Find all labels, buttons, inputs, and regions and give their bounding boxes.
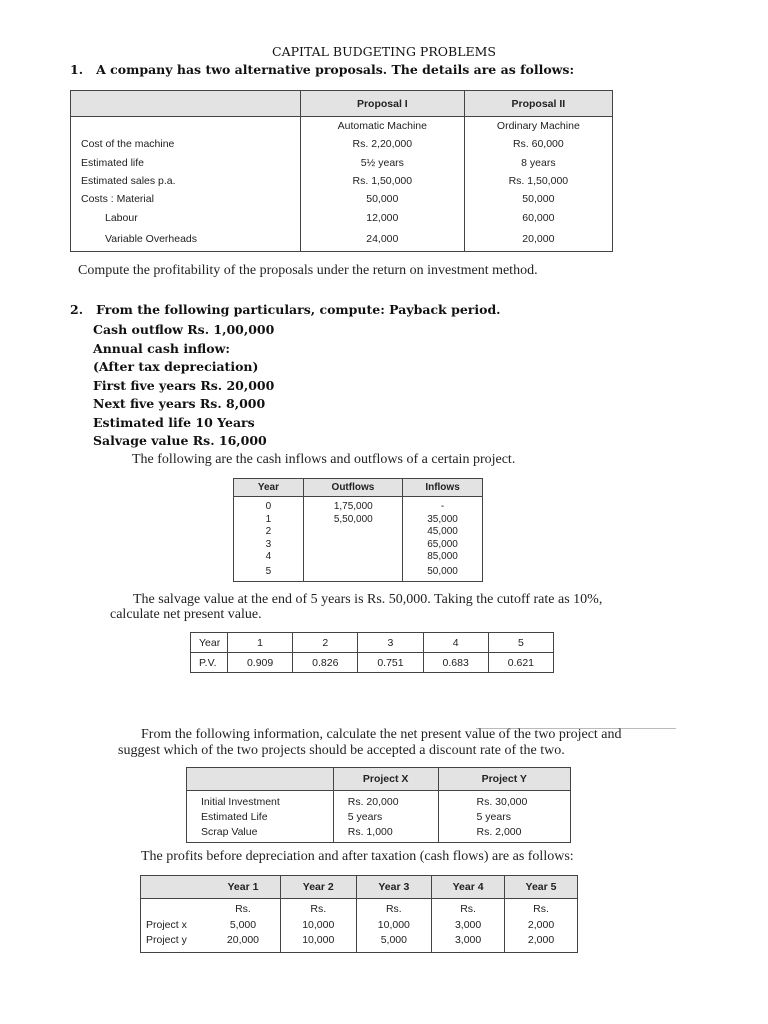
project-x-cash: 10,000 bbox=[302, 918, 335, 931]
pv-value-cell: 0.826 bbox=[293, 653, 358, 673]
project-x-value: Rs. 20,000 bbox=[347, 796, 399, 808]
row-label: Labour bbox=[105, 211, 138, 224]
inflows-header: Inflows bbox=[403, 479, 483, 497]
proposals-header-blank bbox=[71, 91, 301, 117]
pv-value-row bbox=[191, 653, 554, 673]
year-5-column bbox=[505, 899, 578, 953]
proposal-1-value: Rs. 2,20,000 bbox=[300, 135, 464, 153]
projects-header-blank bbox=[187, 768, 334, 791]
project-x-value: Rs. 1,000 bbox=[347, 826, 393, 838]
pv-year-cell: 5 bbox=[488, 633, 553, 653]
inflow-cell: 35,000 bbox=[427, 513, 458, 525]
outflow-cell: 5,50,000 bbox=[333, 513, 373, 525]
table-row bbox=[71, 135, 613, 153]
project-x-value: 5 years bbox=[347, 811, 383, 823]
year-header: Year bbox=[234, 479, 304, 497]
proposal-1-value: 50,000 bbox=[300, 190, 464, 208]
years-column bbox=[234, 497, 304, 582]
inflow-cell: 65,000 bbox=[427, 538, 458, 550]
currency-label: Rs. bbox=[460, 903, 476, 915]
proposal-2-value: 20,000 bbox=[464, 227, 612, 252]
proposal-2-value: 8 years bbox=[464, 154, 612, 172]
pv-value-cell: 0.621 bbox=[488, 653, 553, 673]
proposal-1-value: 5½ years bbox=[300, 154, 464, 172]
currency-label: Rs. bbox=[533, 903, 549, 915]
particular-line: (After tax depreciation) bbox=[93, 359, 259, 374]
project-x-header: Project X bbox=[333, 768, 438, 791]
particular-line: Cash outflow Rs. 1,00,000 bbox=[93, 322, 275, 337]
pv-year-row bbox=[191, 633, 554, 653]
proposals-header-row bbox=[71, 91, 613, 117]
profits-intro: The profits before depreciation and after taxation (cash flows) are as follows: bbox=[141, 849, 574, 864]
project-y-cash: 2,000 bbox=[527, 934, 555, 946]
year-4-column bbox=[432, 899, 505, 953]
project-x-cash: 2,000 bbox=[527, 918, 555, 931]
inflow-cell: 85,000 bbox=[427, 551, 458, 562]
pv-value-label: P.V. bbox=[191, 653, 228, 673]
proposal-1-value: 24,000 bbox=[300, 227, 464, 252]
proposal-2-value: 60,000 bbox=[464, 208, 612, 226]
year-cell: 5 bbox=[265, 565, 272, 577]
year-3-column bbox=[356, 899, 432, 953]
row-label bbox=[71, 117, 301, 136]
project-y-value: Rs. 2,000 bbox=[476, 826, 522, 838]
row-label: Estimated sales p.a. bbox=[81, 175, 176, 188]
projects-labels-column bbox=[187, 791, 334, 843]
year-cell: 4 bbox=[265, 551, 272, 562]
table-row bbox=[71, 227, 613, 252]
cash-flows-intro: The following are the cash inflows and outflows of a certain project. bbox=[132, 452, 516, 467]
year-cell: 3 bbox=[265, 538, 272, 550]
table-row bbox=[71, 208, 613, 226]
row-label: Estimated Life bbox=[201, 811, 268, 823]
project-x-cash: 3,000 bbox=[454, 918, 482, 931]
inflow-cell: - bbox=[440, 501, 445, 512]
roi-instruction: Compute the profitability of the proposals under the return on investment method. bbox=[78, 263, 538, 278]
particular-line: Next five years Rs. 8,000 bbox=[93, 396, 266, 411]
table-row bbox=[141, 899, 578, 953]
pv-value-cell: 0.909 bbox=[228, 653, 293, 673]
pv-value-cell: 0.683 bbox=[423, 653, 488, 673]
currency-label: Rs. bbox=[385, 903, 402, 915]
project-y-cash: 10,000 bbox=[302, 934, 335, 946]
year-header: Year 1 bbox=[206, 876, 280, 899]
project-y-cash: 5,000 bbox=[380, 934, 407, 946]
pv-value-cell: 0.751 bbox=[358, 653, 423, 673]
row-label: Initial Investment bbox=[201, 796, 280, 808]
year-cell: 0 bbox=[265, 501, 272, 512]
page-title: CAPITAL BUDGETING PROBLEMS bbox=[272, 44, 496, 59]
project-x-column bbox=[333, 791, 438, 843]
row-label: Project x bbox=[146, 918, 187, 931]
table-row bbox=[234, 497, 483, 582]
proposal-2-value: Rs. 60,000 bbox=[464, 135, 612, 153]
proposal-1-header: Proposal I bbox=[300, 91, 464, 117]
project-x-cash: 5,000 bbox=[229, 918, 257, 931]
currency-label: Rs. bbox=[310, 903, 327, 915]
pv-table bbox=[190, 632, 554, 673]
particular-line: Estimated life 10 Years bbox=[93, 414, 255, 430]
proposal-1-value: 12,000 bbox=[300, 208, 464, 226]
salvage-text-line-2: calculate net present value. bbox=[110, 607, 262, 622]
table-row bbox=[71, 154, 613, 172]
row-label: Project y bbox=[146, 934, 187, 946]
project-y-header: Project Y bbox=[438, 768, 570, 791]
cash-flows-table bbox=[233, 478, 483, 582]
proposals-table bbox=[70, 90, 613, 252]
row-label: Costs : Material bbox=[81, 193, 154, 206]
outflow-cell: 1,75,000 bbox=[333, 501, 373, 512]
table-row bbox=[71, 172, 613, 190]
currency-label: Rs. bbox=[235, 903, 251, 915]
project-y-value: 5 years bbox=[476, 811, 511, 823]
pv-year-cell: 1 bbox=[228, 633, 293, 653]
table-row bbox=[187, 791, 571, 843]
pv-year-cell: 3 bbox=[358, 633, 423, 653]
particular-line: Salvage value Rs. 16,000 bbox=[93, 433, 267, 448]
outflows-column bbox=[303, 497, 402, 582]
proposal-2-value: Rs. 1,50,000 bbox=[464, 172, 612, 190]
table-row bbox=[71, 190, 613, 208]
row-label: Estimated life bbox=[81, 156, 145, 169]
inflow-cell: 45,000 bbox=[427, 526, 458, 537]
pv-year-cell: 2 bbox=[293, 633, 358, 653]
particular-line: First five years Rs. 20,000 bbox=[93, 377, 275, 393]
pv-year-cell: 4 bbox=[423, 633, 488, 653]
year-header: Year 4 bbox=[432, 876, 505, 899]
row-label: Cost of the machine bbox=[81, 138, 175, 151]
project-y-value: Rs. 30,000 bbox=[476, 796, 528, 808]
cash-row-labels bbox=[141, 899, 207, 953]
year-cell: 2 bbox=[265, 526, 272, 537]
projects-header-row bbox=[187, 768, 571, 791]
question-2-heading: 2. From the following particulars, compute: Payback period. bbox=[70, 302, 501, 317]
proposal-2-value: 50,000 bbox=[464, 190, 612, 208]
inflows-column bbox=[403, 497, 483, 582]
salvage-text-line-1: The salvage value at the end of 5 years is Rs. 50,000. Taking the cutoff rate as 10%, bbox=[133, 592, 603, 607]
proposal-1-value: Rs. 1,50,000 bbox=[300, 172, 464, 190]
question-2-particulars bbox=[93, 321, 274, 451]
inflow-cell: 50,000 bbox=[427, 565, 458, 577]
project-x-cash: 10,000 bbox=[377, 918, 410, 931]
proposal-2-header: Proposal II bbox=[464, 91, 612, 117]
project-y-column bbox=[438, 791, 570, 843]
year-header: Year 3 bbox=[356, 876, 432, 899]
table-row bbox=[71, 117, 613, 136]
year-2-column bbox=[280, 899, 356, 953]
projects-table bbox=[186, 767, 571, 843]
npv-intro-line-1: From the following information, calculate the net present value of the two project and bbox=[141, 727, 622, 742]
question-1-text: 1. A company has two alternative proposals. The details are as follows: bbox=[70, 62, 575, 77]
cash-flows-header-row bbox=[234, 479, 483, 497]
project-cash-flows-table bbox=[140, 875, 578, 953]
particular-line: Annual cash inflow: bbox=[93, 340, 230, 356]
cash-header-blank bbox=[141, 876, 207, 899]
proposal-2-value: Ordinary Machine bbox=[464, 117, 612, 136]
pv-year-label: Year bbox=[191, 633, 228, 653]
cash-years-header-row bbox=[141, 876, 578, 899]
year-header: Year 5 bbox=[505, 876, 578, 899]
project-y-cash: 3,000 bbox=[454, 934, 482, 946]
proposal-1-value: Automatic Machine bbox=[300, 117, 464, 136]
year-header: Year 2 bbox=[280, 876, 356, 899]
row-label: Scrap Value bbox=[201, 826, 258, 838]
outflows-header: Outflows bbox=[303, 479, 402, 497]
npv-intro-line-2: suggest which of the two projects should be accepted a discount rate of the two. bbox=[118, 743, 565, 758]
year-1-column bbox=[206, 899, 280, 953]
row-label: Variable Overheads bbox=[105, 232, 198, 245]
year-cell: 1 bbox=[265, 513, 272, 525]
project-y-cash: 20,000 bbox=[226, 934, 260, 946]
